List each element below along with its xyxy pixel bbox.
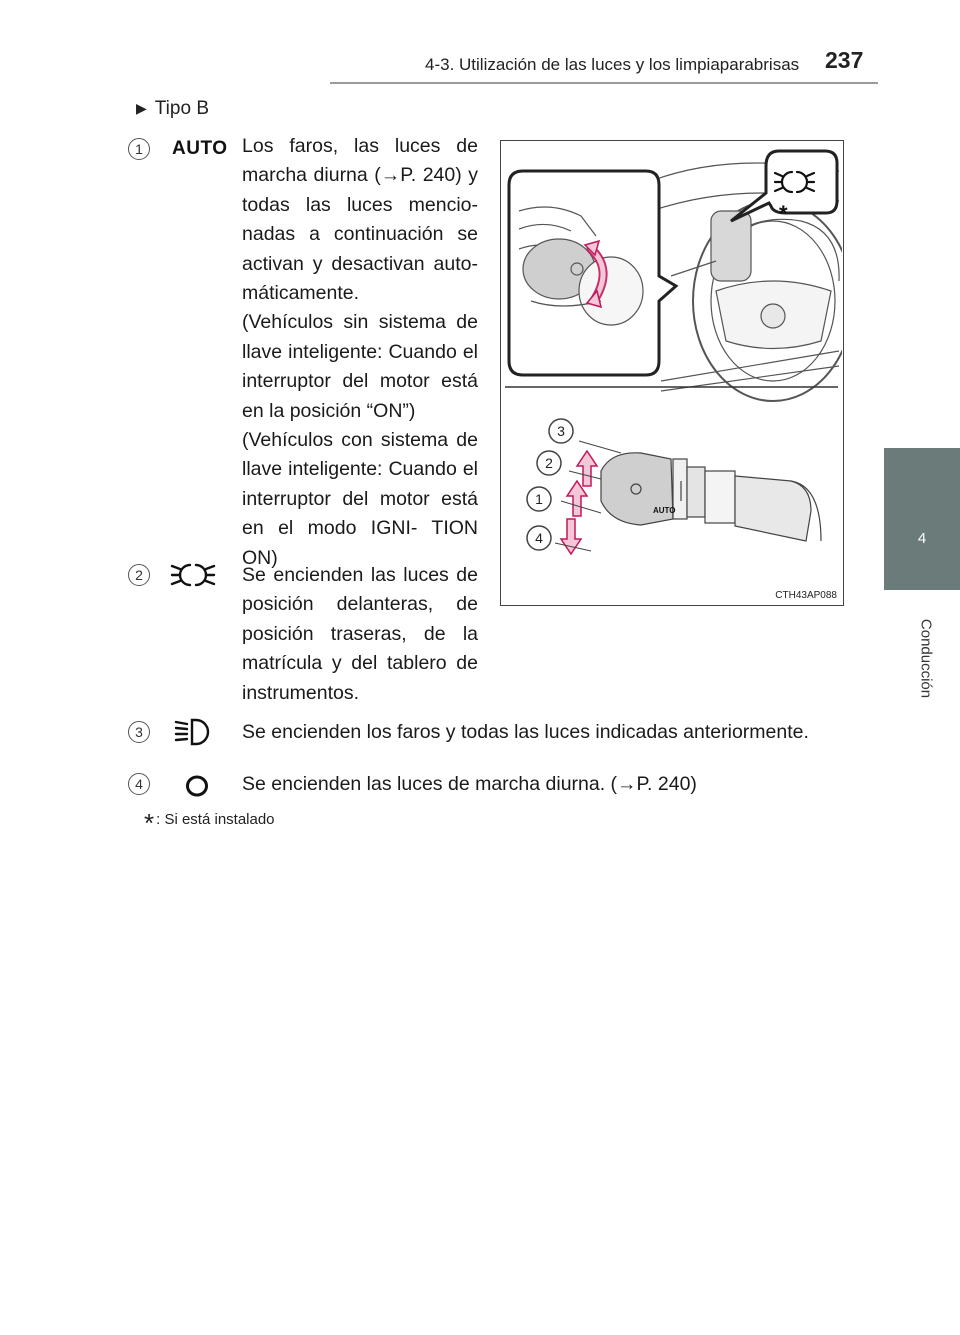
headlights-icon [174, 717, 214, 752]
footnote-text: : Si está instalado [156, 811, 275, 828]
figure-callout-1: 1 [535, 491, 543, 507]
figure-callout-2: 2 [545, 455, 553, 471]
item-1-paragraph-3: (Vehículos con sistema de llave inteligente: Cuando el interruptor del motor está en el modo IGNI- TION ON) [242, 429, 478, 569]
auto-icon-text: AUTO [172, 138, 228, 159]
item-3-description [242, 718, 842, 747]
auto-light-icon [172, 138, 227, 160]
item-2-description [242, 561, 478, 708]
footnote-marker: * [144, 808, 155, 838]
type-label: Tipo B [154, 98, 209, 119]
item-number-3: 3 [128, 721, 150, 743]
lever-auto-label: AUTO [653, 506, 676, 515]
daytime-running-lights-icon [184, 774, 210, 803]
header-rule [330, 82, 878, 84]
footnote [144, 808, 275, 839]
zoom-inset [509, 171, 676, 375]
figure-callouts [527, 419, 573, 550]
figure-callout-4: 4 [535, 530, 543, 546]
position-lights-icon [170, 560, 216, 595]
item-1-paragraph-1: Los faros, las luces de marcha diurna (→P. 240) y todas las luces mencio- nadas a continuación se activan y desactivan auto- máticamente. [242, 135, 478, 305]
item-number-4: 4 [128, 773, 150, 795]
item-1-paragraph-2: (Vehículos sin sistema de llave inteligente: Cuando el interruptor del motor está en la posición “ON”) [242, 311, 478, 422]
item-number-1: 1 [128, 138, 150, 160]
illustration-drawing [501, 141, 842, 604]
figure-asterisk: * [779, 201, 788, 226]
chapter-label-text: Conducción [917, 618, 935, 699]
triangle-bullet-icon: ▶ [136, 100, 147, 116]
item-4-paragraph-1: Se encienden las luces de marcha diurna. (→P. 240) [242, 773, 697, 795]
light-switch-illustration [500, 140, 844, 606]
item-1-description [242, 132, 478, 573]
figure-code: CTH43AP088 [775, 590, 837, 601]
item-3-paragraph-1: Se encienden los faros y todas las luces indicadas anteriormente. [242, 721, 809, 743]
item-4-description [242, 770, 842, 799]
chapter-number: 4 [917, 530, 927, 547]
lever-detail [601, 453, 821, 541]
section-title: 4-3. Utilización de las luces y los limpiaparabrisas [425, 55, 800, 74]
item-number-2: 2 [128, 564, 150, 586]
item-2-paragraph-1: Se encienden las luces de posición delanteras, de posición traseras, de la matrícula y del tablero de instrumentos. [242, 564, 478, 704]
page-number: 237 [825, 47, 864, 73]
figure-callout-3: 3 [557, 423, 565, 439]
type-heading [136, 98, 209, 120]
chapter-tab [884, 448, 960, 590]
